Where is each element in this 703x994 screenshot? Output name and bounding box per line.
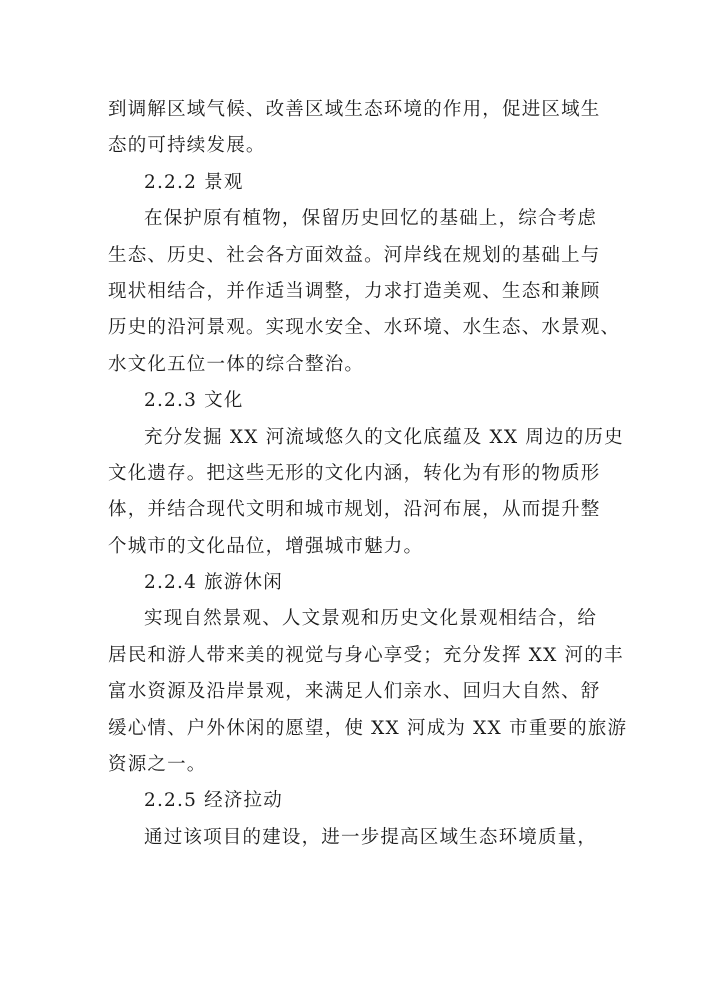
text-line: 态的可持续发展。 (108, 135, 266, 157)
text-line: 水文化五位一体的综合整治。 (108, 353, 365, 375)
text-line: 资源之一。 (108, 754, 207, 776)
text-line: 充分发掘 XX 河流域悠久的文化底蕴及 XX 周边的历史 (144, 426, 624, 448)
text-line: 现状相结合，并作适当调整，力求打造美观、生态和兼顾 (108, 280, 601, 302)
section-heading-2-2-3: 2.2.3 文化 (144, 390, 244, 412)
text-line: 个城市的文化品位，增强城市魅力。 (108, 535, 424, 557)
text-line: 到调解区域气候、改善区域生态环境的作用，促进区域生 (108, 99, 601, 120)
text-line: 居民和游人带来美的视觉与身心享受；充分发挥 XX 河的丰 (108, 644, 624, 666)
section-heading-2-2-4: 2.2.4 旅游休闲 (144, 572, 283, 594)
text-line: 实现自然景观、人文景观和历史文化景观相结合，给 (144, 608, 598, 630)
section-heading-2-2-5: 2.2.5 经济拉动 (144, 790, 283, 812)
section-heading-2-2-2: 2.2.2 景观 (144, 171, 244, 193)
text-line: 在保护原有植物，保留历史回忆的基础上，综合考虑 (144, 208, 598, 230)
body-text (108, 92, 628, 856)
text-line: 体，并结合现代文明和城市规划，沿河布展，从而提升整 (108, 499, 601, 521)
text-line: 缓心情、户外休闲的愿望，使 XX 河成为 XX 市重要的旅游 (108, 717, 628, 739)
text-line: 文化遗存。把这些无形的文化内涵，转化为有形的物质形 (108, 462, 601, 484)
text-line: 历史的沿河景观。实现水安全、水环境、水生态、水景观、 (108, 317, 621, 339)
text-line: 生态、历史、社会各方面效益。河岸线在规划的基础上与 (108, 244, 601, 266)
text-line: 通过该项目的建设，进一步提高区域生态环境质量， (144, 826, 598, 848)
text-line: 富水资源及沿岸景观，来满足人们亲水、回归大自然、舒 (108, 681, 601, 703)
